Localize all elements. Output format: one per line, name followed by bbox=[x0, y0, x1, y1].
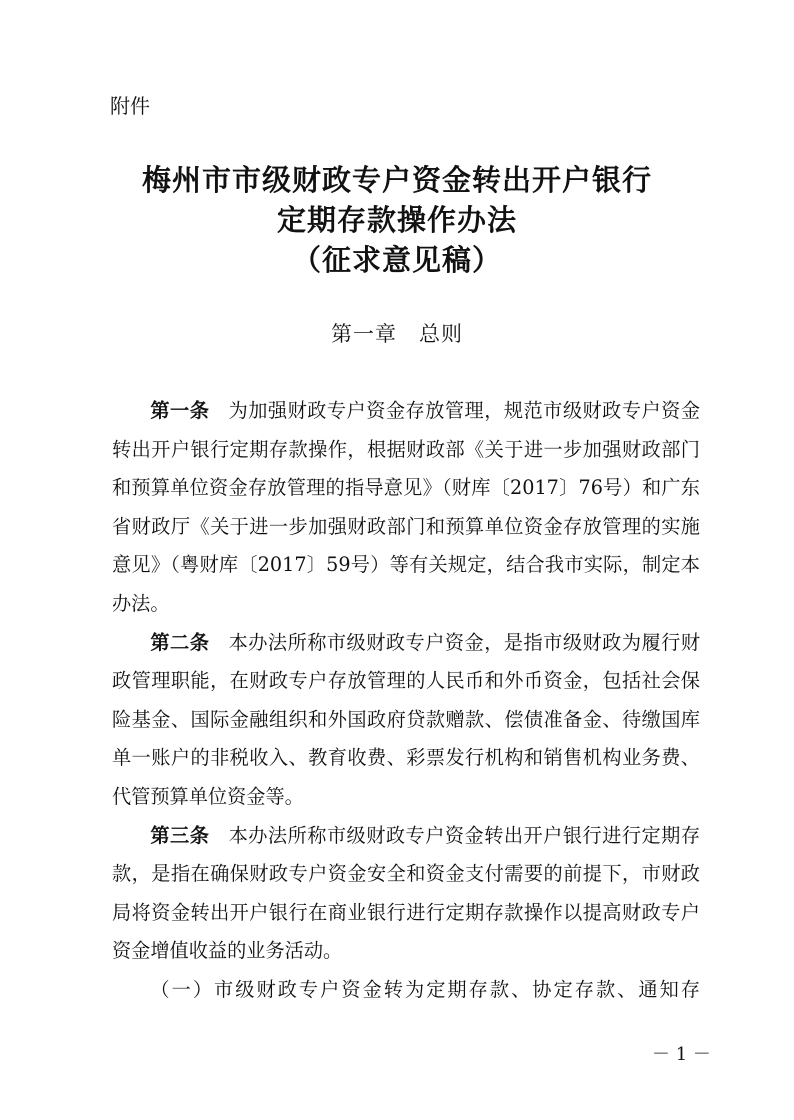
attachment-label: 附件 bbox=[110, 94, 150, 118]
article-2 bbox=[112, 624, 700, 817]
document-title-line-2: 定期存款操作办法 bbox=[276, 203, 517, 237]
document-title-line-1: 梅州市市级财政专户资金转出开户银行 bbox=[141, 163, 652, 197]
document-body bbox=[112, 392, 700, 1010]
article-label: 第一条 bbox=[150, 399, 210, 422]
article-text: 为加强财政专户资金存放管理，规范市级财政专户资金转出开户银行定期存款操作，根据财政部《关于进一步加强财政部门和预算单位资金存放管理的指导意见》（财库〔2017〕76号）和广东省财政厅《关于进一步加强财政部门和预算单位资金存放管理的实施意见》（粤财库〔2017〕59号）等有关规定，结合我市实际，制定本办法。 bbox=[112, 399, 701, 615]
chapter-number: 第一章 bbox=[331, 322, 397, 346]
document-title-line-3: （征求意见稿） bbox=[291, 243, 502, 277]
article-label: 第二条 bbox=[150, 630, 210, 654]
article-label: 第三条 bbox=[150, 823, 210, 847]
article-3 bbox=[112, 817, 700, 971]
chapter-name: 总则 bbox=[419, 322, 463, 346]
clause-1: （一）市级财政专户资金转为定期存款、协定存款、通知存 bbox=[150, 977, 700, 1001]
article-text: 本办法所称市级财政专户资金转出开户银行进行定期存款，是指在确保财政专户资金安全和资金支付需要的前提下，市财政局将资金转出开户银行在商业银行进行定期存款操作以提高财政专户资金增值收益的业务活动。 bbox=[112, 823, 701, 963]
page-number: － 1 － bbox=[652, 1044, 711, 1065]
article-text: 本办法所称市级财政专户资金，是指市级财政为履行财政管理职能，在财政专户存放管理的人民币和外币资金，包括社会保险基金、国际金融组织和外国政府贷款赠款、偿债准备金、待缴国库单一账户的非税收入、教育收费、彩票发行机构和销售机构业务费、代管预算单位资金等。 bbox=[112, 630, 701, 808]
article-1 bbox=[112, 392, 700, 624]
chapter-heading bbox=[0, 318, 794, 348]
